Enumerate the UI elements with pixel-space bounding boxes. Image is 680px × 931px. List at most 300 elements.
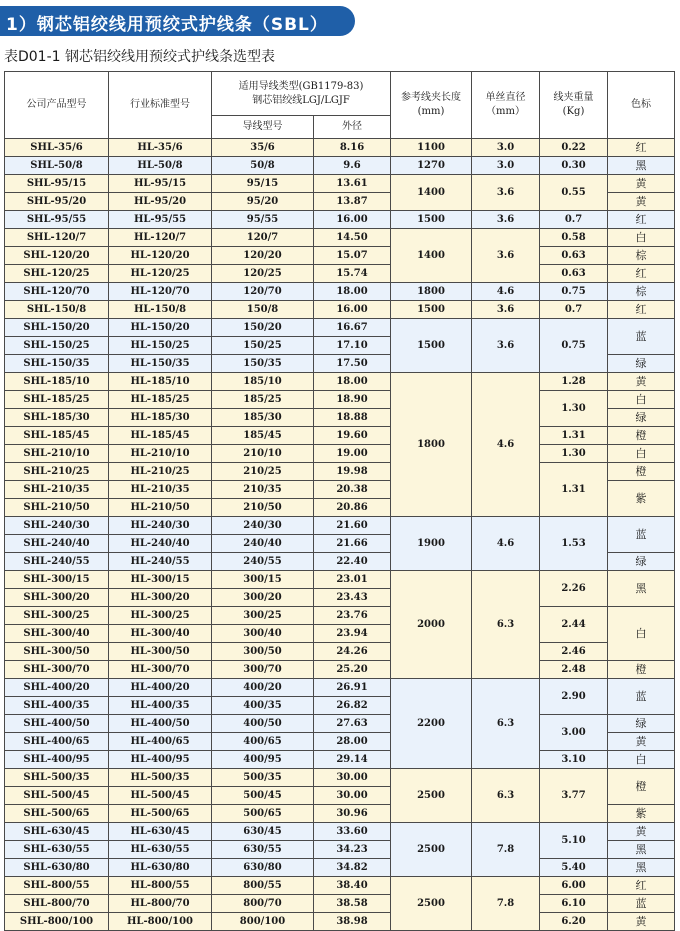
cell-industry-model: HL-500/45 bbox=[109, 787, 212, 805]
cell-wire-model: 210/25 bbox=[212, 463, 314, 481]
cell-strand-diameter: 4.6 bbox=[472, 373, 540, 517]
table-row bbox=[5, 139, 675, 157]
cell-ref-length: 2500 bbox=[391, 823, 472, 877]
cell-industry-model: HL-185/30 bbox=[109, 409, 212, 427]
cell-wire-model: 185/45 bbox=[212, 427, 314, 445]
cell-industry-model: HL-800/100 bbox=[109, 913, 212, 931]
cell-industry-model: HL-500/65 bbox=[109, 805, 212, 823]
cell-product-model: SHL-240/30 bbox=[5, 517, 109, 535]
cell-wire-model: 95/20 bbox=[212, 193, 314, 211]
header-clamp-weight-label: 线夹重量 bbox=[553, 92, 594, 103]
cell-clamp-weight: 0.55 bbox=[540, 175, 608, 211]
cell-clamp-weight: 3.10 bbox=[540, 751, 608, 769]
cell-outer-diameter: 38.58 bbox=[314, 895, 391, 913]
cell-industry-model: HL-300/25 bbox=[109, 607, 212, 625]
cell-wire-model: 240/30 bbox=[212, 517, 314, 535]
cell-outer-diameter: 23.01 bbox=[314, 571, 391, 589]
cell-ref-length: 2200 bbox=[391, 679, 472, 769]
cell-industry-model: HL-185/10 bbox=[109, 373, 212, 391]
cell-strand-diameter: 3.6 bbox=[472, 319, 540, 373]
cell-strand-diameter: 3.6 bbox=[472, 211, 540, 229]
cell-wire-model: 500/65 bbox=[212, 805, 314, 823]
cell-industry-model: HL-120/25 bbox=[109, 265, 212, 283]
table-row bbox=[5, 157, 675, 175]
cell-wire-model: 400/35 bbox=[212, 697, 314, 715]
cell-strand-diameter: 3.6 bbox=[472, 301, 540, 319]
table-caption: 表D01-1 钢芯铝绞线用预绞式护线条选型表 bbox=[4, 49, 276, 65]
table-row bbox=[5, 211, 675, 229]
cell-industry-model: HL-120/7 bbox=[109, 229, 212, 247]
cell-industry-model: HL-50/8 bbox=[109, 157, 212, 175]
cell-product-model: SHL-150/20 bbox=[5, 319, 109, 337]
table-row bbox=[5, 661, 675, 679]
cell-clamp-weight: 0.30 bbox=[540, 157, 608, 175]
cell-outer-diameter: 19.00 bbox=[314, 445, 391, 463]
cell-clamp-weight: 1.28 bbox=[540, 373, 608, 391]
table-row bbox=[5, 643, 675, 661]
cell-strand-diameter: 3.0 bbox=[472, 139, 540, 157]
cell-wire-model: 185/30 bbox=[212, 409, 314, 427]
cell-industry-model: HL-95/55 bbox=[109, 211, 212, 229]
cell-outer-diameter: 38.98 bbox=[314, 913, 391, 931]
cell-wire-model: 185/10 bbox=[212, 373, 314, 391]
cell-product-model: SHL-300/20 bbox=[5, 589, 109, 607]
cell-outer-diameter: 13.61 bbox=[314, 175, 391, 193]
cell-product-model: SHL-400/35 bbox=[5, 697, 109, 715]
cell-ref-length: 2500 bbox=[391, 877, 472, 931]
table-row bbox=[5, 265, 675, 283]
cell-ref-length: 2500 bbox=[391, 769, 472, 823]
cell-outer-diameter: 14.50 bbox=[314, 229, 391, 247]
cell-industry-model: HL-210/10 bbox=[109, 445, 212, 463]
cell-color-mark: 绿 bbox=[608, 715, 675, 733]
cell-color-mark: 黄 bbox=[608, 823, 675, 841]
cell-product-model: SHL-210/50 bbox=[5, 499, 109, 517]
cell-clamp-weight: 2.90 bbox=[540, 679, 608, 715]
cell-color-mark: 红 bbox=[608, 211, 675, 229]
cell-product-model: SHL-400/20 bbox=[5, 679, 109, 697]
cell-industry-model: HL-95/20 bbox=[109, 193, 212, 211]
cell-strand-diameter: 4.6 bbox=[472, 283, 540, 301]
cell-industry-model: HL-300/15 bbox=[109, 571, 212, 589]
cell-clamp-weight: 2.44 bbox=[540, 607, 608, 643]
cell-wire-model: 150/25 bbox=[212, 337, 314, 355]
cell-outer-diameter: 34.23 bbox=[314, 841, 391, 859]
cell-outer-diameter: 33.60 bbox=[314, 823, 391, 841]
cell-outer-diameter: 20.86 bbox=[314, 499, 391, 517]
cell-industry-model: HL-300/20 bbox=[109, 589, 212, 607]
table-row bbox=[5, 913, 675, 931]
cell-industry-model: HL-300/50 bbox=[109, 643, 212, 661]
header-industry-model: 行业标准型号 bbox=[109, 72, 212, 139]
cell-product-model: SHL-500/35 bbox=[5, 769, 109, 787]
cell-wire-model: 240/40 bbox=[212, 535, 314, 553]
cell-outer-diameter: 15.74 bbox=[314, 265, 391, 283]
cell-industry-model: HL-300/40 bbox=[109, 625, 212, 643]
cell-industry-model: HL-210/35 bbox=[109, 481, 212, 499]
cell-industry-model: HL-240/30 bbox=[109, 517, 212, 535]
cell-wire-model: 630/80 bbox=[212, 859, 314, 877]
cell-wire-model: 150/35 bbox=[212, 355, 314, 373]
cell-industry-model: HL-210/25 bbox=[109, 463, 212, 481]
cell-outer-diameter: 16.00 bbox=[314, 211, 391, 229]
cell-wire-model: 120/70 bbox=[212, 283, 314, 301]
cell-wire-model: 120/7 bbox=[212, 229, 314, 247]
cell-clamp-weight: 6.20 bbox=[540, 913, 608, 931]
cell-outer-diameter: 19.98 bbox=[314, 463, 391, 481]
cell-wire-model: 300/40 bbox=[212, 625, 314, 643]
cell-color-mark: 黑 bbox=[608, 157, 675, 175]
cell-wire-model: 300/70 bbox=[212, 661, 314, 679]
cell-clamp-weight: 2.46 bbox=[540, 643, 608, 661]
header-ref-length-unit: (mm) bbox=[417, 106, 445, 117]
cell-industry-model: HL-150/20 bbox=[109, 319, 212, 337]
cell-industry-model: HL-400/65 bbox=[109, 733, 212, 751]
cell-clamp-weight: 1.30 bbox=[540, 445, 608, 463]
cell-product-model: SHL-210/10 bbox=[5, 445, 109, 463]
header-outer-diameter: 外径 bbox=[314, 116, 391, 139]
cell-clamp-weight: 6.00 bbox=[540, 877, 608, 895]
cell-product-model: SHL-120/7 bbox=[5, 229, 109, 247]
cell-wire-model: 185/25 bbox=[212, 391, 314, 409]
cell-strand-diameter: 6.3 bbox=[472, 571, 540, 679]
cell-clamp-weight: 1.30 bbox=[540, 391, 608, 427]
cell-industry-model: HL-150/35 bbox=[109, 355, 212, 373]
cell-outer-diameter: 27.63 bbox=[314, 715, 391, 733]
cell-wire-model: 630/55 bbox=[212, 841, 314, 859]
cell-wire-model: 210/10 bbox=[212, 445, 314, 463]
cell-outer-diameter: 29.14 bbox=[314, 751, 391, 769]
cell-ref-length: 1500 bbox=[391, 301, 472, 319]
cell-outer-diameter: 20.38 bbox=[314, 481, 391, 499]
cell-clamp-weight: 3.77 bbox=[540, 769, 608, 823]
cell-product-model: SHL-300/25 bbox=[5, 607, 109, 625]
cell-outer-diameter: 34.82 bbox=[314, 859, 391, 877]
cell-outer-diameter: 9.6 bbox=[314, 157, 391, 175]
cell-strand-diameter: 6.3 bbox=[472, 769, 540, 823]
cell-wire-model: 300/20 bbox=[212, 589, 314, 607]
cell-wire-model: 150/8 bbox=[212, 301, 314, 319]
table-row bbox=[5, 445, 675, 463]
table-row bbox=[5, 319, 675, 337]
cell-industry-model: HL-800/70 bbox=[109, 895, 212, 913]
table-row bbox=[5, 517, 675, 535]
cell-outer-diameter: 8.16 bbox=[314, 139, 391, 157]
cell-ref-length: 1270 bbox=[391, 157, 472, 175]
cell-wire-model: 120/20 bbox=[212, 247, 314, 265]
cell-color-mark: 蓝 bbox=[608, 319, 675, 355]
cell-color-mark: 红 bbox=[608, 877, 675, 895]
table-row bbox=[5, 877, 675, 895]
header-applicable-line-title: 适用导线类型(GB1179-83) bbox=[238, 80, 364, 92]
cell-color-mark: 红 bbox=[608, 139, 675, 157]
table-row bbox=[5, 247, 675, 265]
cell-product-model: SHL-240/40 bbox=[5, 535, 109, 553]
cell-outer-diameter: 30.00 bbox=[314, 769, 391, 787]
cell-clamp-weight: 0.58 bbox=[540, 229, 608, 247]
cell-color-mark: 紫 bbox=[608, 805, 675, 823]
cell-color-mark: 红 bbox=[608, 301, 675, 319]
cell-strand-diameter: 3.6 bbox=[472, 229, 540, 283]
cell-product-model: SHL-630/80 bbox=[5, 859, 109, 877]
cell-industry-model: HL-35/6 bbox=[109, 139, 212, 157]
cell-clamp-weight: 1.53 bbox=[540, 517, 608, 571]
cell-outer-diameter: 18.00 bbox=[314, 283, 391, 301]
cell-strand-diameter: 7.8 bbox=[472, 877, 540, 931]
cell-product-model: SHL-185/45 bbox=[5, 427, 109, 445]
table-row bbox=[5, 427, 675, 445]
cell-clamp-weight: 2.26 bbox=[540, 571, 608, 607]
cell-color-mark: 绿 bbox=[608, 553, 675, 571]
cell-wire-model: 400/95 bbox=[212, 751, 314, 769]
cell-industry-model: HL-240/40 bbox=[109, 535, 212, 553]
cell-industry-model: HL-500/35 bbox=[109, 769, 212, 787]
cell-product-model: SHL-300/15 bbox=[5, 571, 109, 589]
cell-ref-length: 1800 bbox=[391, 373, 472, 517]
table-row bbox=[5, 751, 675, 769]
header-strand-diameter bbox=[472, 72, 540, 139]
cell-color-mark: 紫 bbox=[608, 481, 675, 517]
cell-clamp-weight: 0.7 bbox=[540, 211, 608, 229]
cell-product-model: SHL-400/65 bbox=[5, 733, 109, 751]
cell-outer-diameter: 23.43 bbox=[314, 589, 391, 607]
cell-outer-diameter: 38.40 bbox=[314, 877, 391, 895]
cell-ref-length: 1400 bbox=[391, 175, 472, 211]
cell-industry-model: HL-120/20 bbox=[109, 247, 212, 265]
cell-product-model: SHL-150/25 bbox=[5, 337, 109, 355]
header-strand-diameter-unit: （mm） bbox=[486, 106, 525, 117]
cell-color-mark: 黄 bbox=[608, 913, 675, 931]
cell-outer-diameter: 25.20 bbox=[314, 661, 391, 679]
cell-outer-diameter: 18.00 bbox=[314, 373, 391, 391]
cell-industry-model: HL-630/55 bbox=[109, 841, 212, 859]
cell-wire-model: 800/70 bbox=[212, 895, 314, 913]
header-applicable-line-sub: 钢芯铝绞线LGJ/LGJF bbox=[252, 94, 350, 106]
cell-product-model: SHL-630/45 bbox=[5, 823, 109, 841]
cell-outer-diameter: 22.40 bbox=[314, 553, 391, 571]
header-product-model: 公司产品型号 bbox=[5, 72, 109, 139]
cell-clamp-weight: 0.75 bbox=[540, 319, 608, 373]
cell-color-mark: 蓝 bbox=[608, 517, 675, 553]
cell-clamp-weight: 5.40 bbox=[540, 859, 608, 877]
cell-product-model: SHL-210/25 bbox=[5, 463, 109, 481]
cell-color-mark: 白 bbox=[608, 445, 675, 463]
cell-product-model: SHL-800/100 bbox=[5, 913, 109, 931]
cell-wire-model: 630/45 bbox=[212, 823, 314, 841]
cell-product-model: SHL-185/10 bbox=[5, 373, 109, 391]
cell-clamp-weight: 0.63 bbox=[540, 247, 608, 265]
cell-wire-model: 400/20 bbox=[212, 679, 314, 697]
cell-color-mark: 白 bbox=[608, 229, 675, 247]
cell-wire-model: 300/25 bbox=[212, 607, 314, 625]
cell-wire-model: 95/55 bbox=[212, 211, 314, 229]
cell-clamp-weight: 0.75 bbox=[540, 283, 608, 301]
cell-product-model: SHL-400/50 bbox=[5, 715, 109, 733]
cell-outer-diameter: 15.07 bbox=[314, 247, 391, 265]
cell-ref-length: 1500 bbox=[391, 211, 472, 229]
cell-wire-model: 240/55 bbox=[212, 553, 314, 571]
cell-outer-diameter: 21.66 bbox=[314, 535, 391, 553]
cell-ref-length: 2000 bbox=[391, 571, 472, 679]
cell-wire-model: 400/50 bbox=[212, 715, 314, 733]
cell-clamp-weight: 5.10 bbox=[540, 823, 608, 859]
cell-outer-diameter: 18.88 bbox=[314, 409, 391, 427]
cell-wire-model: 35/6 bbox=[212, 139, 314, 157]
cell-color-mark: 橙 bbox=[608, 427, 675, 445]
table-row bbox=[5, 859, 675, 877]
cell-color-mark: 橙 bbox=[608, 661, 675, 679]
cell-product-model: SHL-300/70 bbox=[5, 661, 109, 679]
cell-outer-diameter: 17.50 bbox=[314, 355, 391, 373]
cell-color-mark: 黑 bbox=[608, 571, 675, 607]
cell-wire-model: 500/45 bbox=[212, 787, 314, 805]
selection-table bbox=[4, 71, 675, 931]
cell-color-mark: 黄 bbox=[608, 193, 675, 211]
cell-product-model: SHL-95/55 bbox=[5, 211, 109, 229]
cell-clamp-weight: 3.00 bbox=[540, 715, 608, 751]
cell-outer-diameter: 23.94 bbox=[314, 625, 391, 643]
cell-color-mark: 白 bbox=[608, 751, 675, 769]
cell-ref-length: 1900 bbox=[391, 517, 472, 571]
cell-ref-length: 1400 bbox=[391, 229, 472, 283]
cell-clamp-weight: 1.31 bbox=[540, 463, 608, 517]
cell-outer-diameter: 18.90 bbox=[314, 391, 391, 409]
cell-product-model: SHL-800/70 bbox=[5, 895, 109, 913]
cell-product-model: SHL-630/55 bbox=[5, 841, 109, 859]
cell-color-mark: 红 bbox=[608, 265, 675, 283]
header-wire-model: 导线型号 bbox=[212, 116, 314, 139]
table-body bbox=[5, 139, 675, 931]
cell-product-model: SHL-400/95 bbox=[5, 751, 109, 769]
cell-industry-model: HL-150/25 bbox=[109, 337, 212, 355]
cell-color-mark: 白 bbox=[608, 607, 675, 661]
cell-color-mark: 蓝 bbox=[608, 895, 675, 913]
header-ref-length-label: 参考线夹长度 bbox=[401, 92, 462, 103]
header-ref-length bbox=[391, 72, 472, 139]
cell-color-mark: 蓝 bbox=[608, 679, 675, 715]
cell-outer-diameter: 23.76 bbox=[314, 607, 391, 625]
cell-color-mark: 棕 bbox=[608, 247, 675, 265]
table-row bbox=[5, 175, 675, 193]
cell-clamp-weight: 0.63 bbox=[540, 265, 608, 283]
cell-industry-model: HL-120/70 bbox=[109, 283, 212, 301]
cell-wire-model: 150/20 bbox=[212, 319, 314, 337]
table-row bbox=[5, 301, 675, 319]
cell-product-model: SHL-150/8 bbox=[5, 301, 109, 319]
table-row bbox=[5, 463, 675, 481]
cell-wire-model: 500/35 bbox=[212, 769, 314, 787]
cell-industry-model: HL-300/70 bbox=[109, 661, 212, 679]
cell-industry-model: HL-95/15 bbox=[109, 175, 212, 193]
cell-product-model: SHL-95/15 bbox=[5, 175, 109, 193]
cell-product-model: SHL-300/50 bbox=[5, 643, 109, 661]
cell-industry-model: HL-240/55 bbox=[109, 553, 212, 571]
cell-clamp-weight: 0.22 bbox=[540, 139, 608, 157]
cell-color-mark: 黄 bbox=[608, 733, 675, 751]
cell-outer-diameter: 16.00 bbox=[314, 301, 391, 319]
cell-outer-diameter: 21.60 bbox=[314, 517, 391, 535]
cell-outer-diameter: 24.26 bbox=[314, 643, 391, 661]
cell-outer-diameter: 13.87 bbox=[314, 193, 391, 211]
cell-ref-length: 1500 bbox=[391, 319, 472, 373]
cell-product-model: SHL-95/20 bbox=[5, 193, 109, 211]
cell-strand-diameter: 3.0 bbox=[472, 157, 540, 175]
cell-product-model: SHL-120/25 bbox=[5, 265, 109, 283]
cell-wire-model: 800/100 bbox=[212, 913, 314, 931]
cell-industry-model: HL-185/25 bbox=[109, 391, 212, 409]
cell-color-mark: 绿 bbox=[608, 355, 675, 373]
cell-color-mark: 黄 bbox=[608, 175, 675, 193]
cell-wire-model: 210/50 bbox=[212, 499, 314, 517]
cell-color-mark: 黑 bbox=[608, 841, 675, 859]
cell-color-mark: 棕 bbox=[608, 283, 675, 301]
cell-product-model: SHL-150/35 bbox=[5, 355, 109, 373]
cell-product-model: SHL-185/30 bbox=[5, 409, 109, 427]
cell-wire-model: 300/15 bbox=[212, 571, 314, 589]
cell-product-model: SHL-240/55 bbox=[5, 553, 109, 571]
cell-wire-model: 210/35 bbox=[212, 481, 314, 499]
cell-wire-model: 50/8 bbox=[212, 157, 314, 175]
cell-color-mark: 黄 bbox=[608, 373, 675, 391]
table-row bbox=[5, 823, 675, 841]
table-row bbox=[5, 607, 675, 625]
header-applicable-line bbox=[212, 72, 391, 116]
cell-industry-model: HL-800/55 bbox=[109, 877, 212, 895]
cell-industry-model: HL-400/20 bbox=[109, 679, 212, 697]
table-row bbox=[5, 391, 675, 409]
table-row bbox=[5, 679, 675, 697]
cell-strand-diameter: 6.3 bbox=[472, 679, 540, 769]
cell-wire-model: 95/15 bbox=[212, 175, 314, 193]
table-row bbox=[5, 895, 675, 913]
cell-clamp-weight: 2.48 bbox=[540, 661, 608, 679]
cell-wire-model: 300/50 bbox=[212, 643, 314, 661]
cell-wire-model: 400/65 bbox=[212, 733, 314, 751]
cell-outer-diameter: 19.60 bbox=[314, 427, 391, 445]
cell-product-model: SHL-800/55 bbox=[5, 877, 109, 895]
cell-industry-model: HL-400/35 bbox=[109, 697, 212, 715]
cell-wire-model: 120/25 bbox=[212, 265, 314, 283]
cell-color-mark: 橙 bbox=[608, 769, 675, 805]
cell-color-mark: 白 bbox=[608, 391, 675, 409]
cell-ref-length: 1800 bbox=[391, 283, 472, 301]
cell-clamp-weight: 1.31 bbox=[540, 427, 608, 445]
cell-product-model: SHL-185/25 bbox=[5, 391, 109, 409]
cell-ref-length: 1100 bbox=[391, 139, 472, 157]
cell-color-mark: 绿 bbox=[608, 409, 675, 427]
cell-outer-diameter: 30.00 bbox=[314, 787, 391, 805]
header-strand-diameter-label: 单丝直径 bbox=[485, 92, 526, 103]
cell-product-model: SHL-500/45 bbox=[5, 787, 109, 805]
cell-industry-model: HL-400/95 bbox=[109, 751, 212, 769]
table-row bbox=[5, 571, 675, 589]
cell-wire-model: 800/55 bbox=[212, 877, 314, 895]
cell-industry-model: HL-400/50 bbox=[109, 715, 212, 733]
header-color-mark: 色标 bbox=[608, 72, 675, 139]
cell-strand-diameter: 7.8 bbox=[472, 823, 540, 877]
cell-industry-model: HL-210/50 bbox=[109, 499, 212, 517]
cell-product-model: SHL-210/35 bbox=[5, 481, 109, 499]
cell-product-model: SHL-300/40 bbox=[5, 625, 109, 643]
cell-clamp-weight: 6.10 bbox=[540, 895, 608, 913]
cell-product-model: SHL-50/8 bbox=[5, 157, 109, 175]
cell-outer-diameter: 17.10 bbox=[314, 337, 391, 355]
table-row bbox=[5, 229, 675, 247]
cell-outer-diameter: 26.91 bbox=[314, 679, 391, 697]
cell-industry-model: HL-150/8 bbox=[109, 301, 212, 319]
cell-strand-diameter: 3.6 bbox=[472, 175, 540, 211]
cell-outer-diameter: 26.82 bbox=[314, 697, 391, 715]
